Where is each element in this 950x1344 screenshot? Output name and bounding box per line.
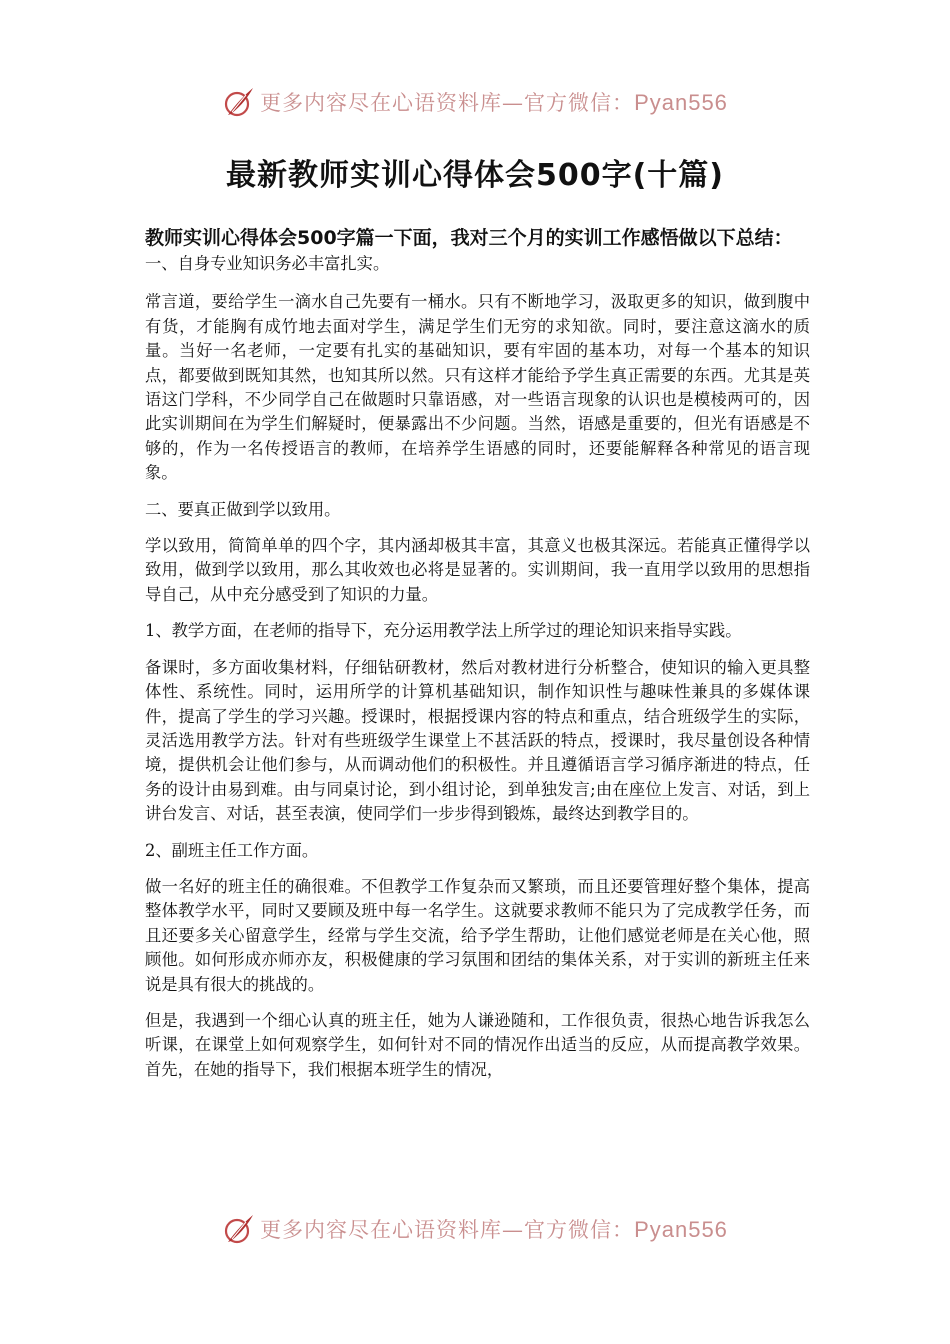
- quill-logo-icon: [222, 85, 256, 119]
- banner-text: 更多内容尽在心语资料库—官方微信：Pyan556: [260, 1217, 728, 1242]
- paragraph: 二、要真正做到学以致用。: [145, 499, 341, 519]
- paragraph: 2、副班主任工作方面。: [145, 840, 319, 860]
- paragraph: 做一名好的班主任的确很难。不但教学工作复杂而又繁琐，而且还要管理好整个集体，提高整体教学水平，同时又要顾及班中每一名学生。这就要求教师不能只为了完成教学任务，而且还要多关心留意学生，经常与学生交流，给予学生帮助，让他们感觉老师是在关心他，照顾他。如何形成亦师亦友，积极健康的学习氛围和团结的集体关系，对于实训的新班主任来说是具有很大的挑战的。: [145, 876, 810, 994]
- paragraph: 常言道，要给学生一滴水自己先要有一桶水。只有不断地学习，汲取更多的知识，做到腹中有货，才能胸有成竹地去面对学生，满足学生们无穷的求知欲。同时，要注意这滴水的质量。当好一名老师，一定要有扎实的基础知识，要有牢固的基本功，对每一个基本的知识点，都要做到既知其然，也知其所以然。只有这样才能给予学生真正需要的东西。尤其是英语这门学科，不少同学自己在做题时只靠语感，对一些语言现象的认识也是模棱两可的，因此实训期间在为学生们解疑时，便暴露出不少问题。当然，语感是重要的，但光有语感是不够的，作为一名传授语言的教师，在培养学生语感的同时，还要能解释各种常见的语言现象。: [145, 292, 810, 483]
- footer-banner: [0, 1209, 950, 1249]
- header-banner: [0, 82, 950, 122]
- section-heading: 教师实训心得体会500字篇一下面，我对三个月的实训工作感悟做以下总结：: [145, 227, 793, 249]
- wechat-id: Pyan556: [634, 1217, 728, 1242]
- quill-logo-icon: [222, 1212, 256, 1246]
- banner-text: 更多内容尽在心语资料库—官方微信：Pyan556: [260, 90, 728, 115]
- document-body: [145, 226, 810, 1094]
- paragraph: 学以致用，简简单单的四个字，其内涵却极其丰富，其意义也极其深远。若能真正懂得学以致用，做到学以致用，那么其收效也必将是显著的。实训期间，我一直用学以致用的思想指导自己，从中充分感受到了知识的力量。: [145, 536, 810, 604]
- paragraph: 1、教学方面，在老师的指导下，充分运用教学法上所学过的理论知识来指导实践。: [145, 621, 742, 641]
- wechat-id: Pyan556: [634, 90, 728, 115]
- paragraph: 备课时，多方面收集材料，仔细钻研教材，然后对教材进行分析整合，使知识的输入更具整体性、系统性。同时，运用所学的计算机基础知识，制作知识性与趣味性兼具的多媒体课件，提高了学生的学习兴趣。授课时，根据授课内容的特点和重点，结合班级学生的实际，灵活选用教学方法。针对有些班级学生课堂上不甚活跃的特点，授课时，我尽量创设各种情境，提供机会让他们参与，从而调动他们的积极性。并且遵循语言学习循序渐进的特点，任务的设计由易到难。由与同桌讨论，到小组讨论，到单独发言;由在座位上发言、对话，到上讲台发言、对话，甚至表演，使同学们一步步得到锻炼，最终达到教学目的。: [145, 657, 810, 824]
- document-title: 最新教师实训心得体会500字(十篇): [225, 158, 725, 193]
- paragraph: 但是，我遇到一个细心认真的班主任，她为人谦逊随和，工作很负责，很热心地告诉我怎么听课，在课堂上如何观察学生，如何针对不同的情况作出适当的反应，从而提高教学效果。首先，在她的指导下，我们根据本班学生的情况，: [145, 1010, 810, 1079]
- paragraph: 一、自身专业知识务必丰富扎实。: [145, 254, 390, 273]
